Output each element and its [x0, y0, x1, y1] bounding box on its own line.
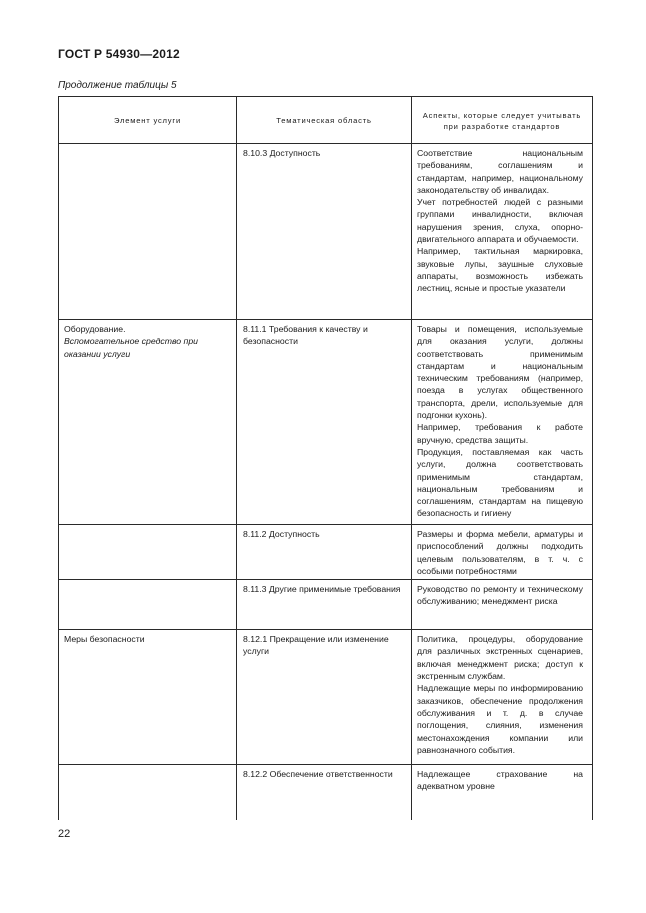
service-element-cell: [59, 144, 237, 320]
table-row: [59, 765, 593, 820]
aspects-cell: [412, 525, 593, 580]
topic-area-cell: 8.10.3 Доступность: [237, 144, 412, 320]
service-element-name: Оборудование.: [64, 324, 126, 334]
aspect-paragraph: Например, тактильная маркировка, звуковые лупы, заушные слуховые аппараты, возможность избежать лестниц, ясные и простые указатели: [417, 246, 583, 294]
table-row: [59, 525, 593, 580]
service-element-cell: [59, 525, 237, 580]
aspect-paragraph: Например, требования к работе вручную, средства защиты.: [417, 422, 583, 445]
service-element-name: Меры безопасности: [64, 634, 145, 645]
column-header-aspects: Аспекты, которые следует учитывать при разработке стандартов: [412, 97, 593, 144]
aspects-cell: [412, 144, 593, 320]
topic-area-cell: 8.11.2 Доступность: [237, 525, 412, 580]
service-element-cell: [59, 580, 237, 630]
column-header-service-element: Элемент услуги: [59, 97, 237, 144]
table-row: [59, 144, 593, 320]
table-row: [59, 630, 593, 765]
aspects-cell: [412, 580, 593, 630]
aspect-paragraph: Продукция, поставляемая как часть услуги, должна соответствовать применимым стандартам, национальным требованиям и соглашениям, стандартам на пищевую безопасность и гигиену: [417, 446, 583, 519]
topic-area-cell: 8.11.3 Другие применимые требования: [237, 580, 412, 630]
aspects-cell: [412, 630, 593, 765]
topic-area-cell: 8.12.2 Обеспечение ответственности: [237, 765, 412, 820]
topic-area-cell: 8.11.1 Требования к качеству и безопасности: [237, 320, 412, 525]
table-row: [59, 580, 593, 630]
aspects-cell: [412, 320, 593, 525]
aspect-paragraph: Товары и помещения, используемые для оказания услуги, должны соответствовать применимым стандартам и национальным техническим требованиям (например, поезда в услугах общественного транспорта, дрели, используемые для подгонки кухонь).: [417, 324, 583, 421]
page-number: 22: [58, 828, 71, 840]
aspect-paragraph: Руководство по ремонту и техническому обслуживанию; менеджмент риска: [417, 584, 583, 607]
column-header-topic-area: Тематическая область: [237, 97, 412, 144]
table-row: [59, 320, 593, 525]
topic-area-cell: 8.12.1 Прекращение или изменение услуги: [237, 630, 412, 765]
service-element-cell: [59, 320, 237, 525]
aspect-paragraph: Соответствие национальным требованиям, соглашениям и стандартам, например, национальному законодательству об инвалидах.: [417, 148, 583, 195]
aspect-paragraph: Размеры и форма мебели, арматуры и приспособлений должны подходить целевым пользователям, в т. ч. с особыми потребностями: [417, 529, 583, 576]
aspect-paragraph: Надлежащее страхование на адекватном уровне: [417, 769, 583, 792]
aspect-paragraph: Политика, процедуры, оборудование для различных экстренных сценариев, включая менеджмент риска; доступ к экстренным службам.: [417, 634, 583, 682]
table-header-row: [59, 97, 593, 144]
document-code: ГОСТ Р 54930—2012: [58, 47, 180, 61]
service-element-subtitle: Вспомогательное средство при оказании услуги: [64, 336, 198, 359]
aspect-paragraph: Надлежащие меры по информированию заказчиков, обеспечение продолжения обслуживания и т. д. в случае поглощения, слияния, изменения местонахождения компании или равнозначного события.: [417, 683, 583, 755]
aspects-cell: [412, 765, 593, 820]
service-element-cell: [59, 765, 237, 820]
table-continuation-caption: Продолжение таблицы 5: [58, 80, 177, 91]
aspect-paragraph: Учет потребностей людей с разными группами инвалидности, включая нарушения зрения, слуха, опорно-двигательного аппарата и обучаемости.: [417, 197, 583, 245]
service-element-cell: [59, 630, 237, 765]
standards-table: [58, 96, 593, 820]
